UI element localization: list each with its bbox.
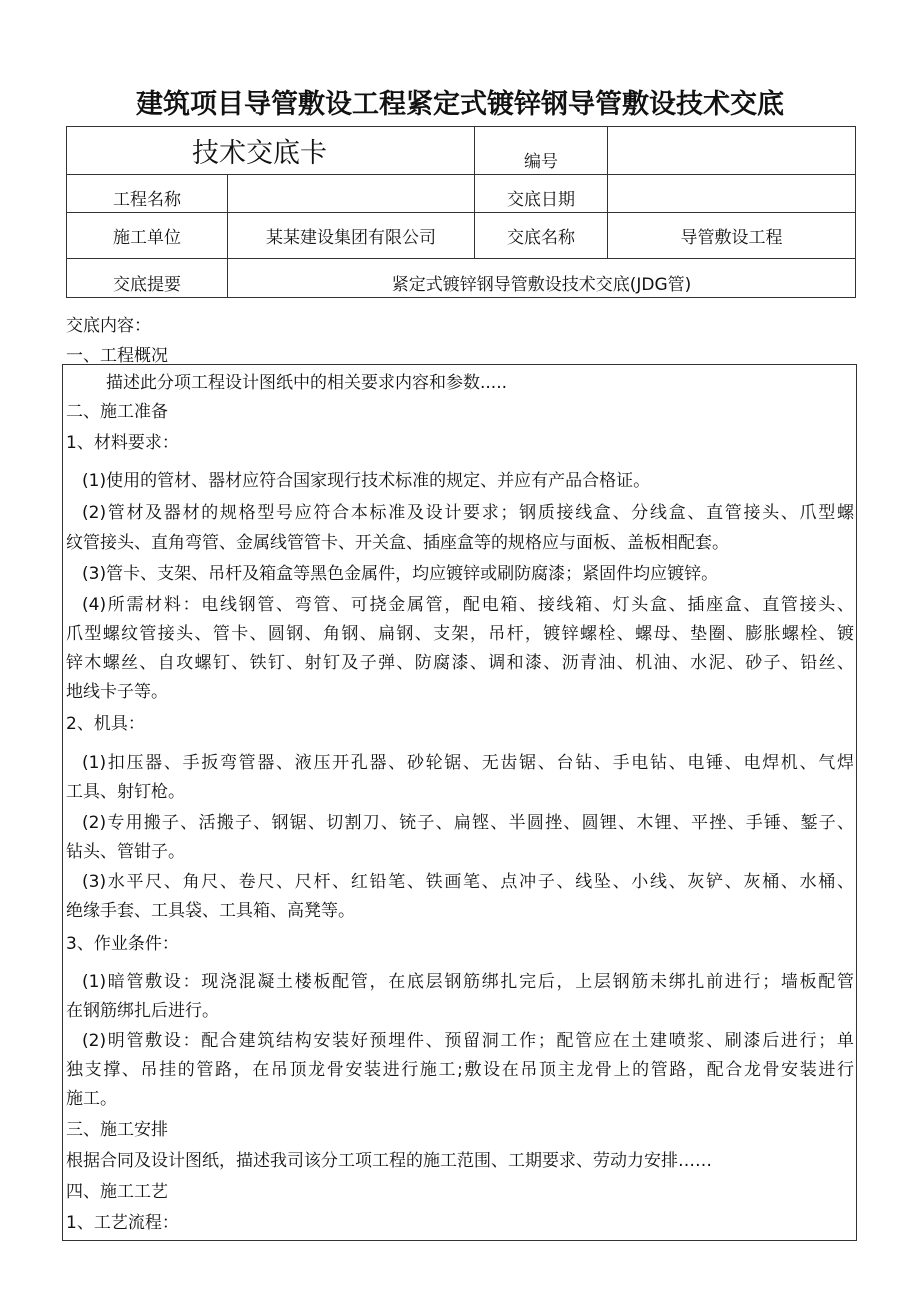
content-label: 交底内容： — [66, 316, 151, 336]
tools-item-2-line-2: 钻头、管钳子。 — [66, 842, 185, 862]
materials-item-4-line-3: 锌木螺丝、自攻螺钉、铁钉、射钉及子弹、防腐漆、调和漆、沥青油、机油、水泥、砂子、铅丝、 — [66, 653, 854, 673]
conditions-item-2-line-1: (2)明管敷设：配合建筑结构安装好预埋件、预留洞工作；配管应在土建喷浆、刷漆后进行；单 — [82, 1031, 854, 1051]
section-process-heading: 四、施工工艺 — [66, 1182, 168, 1202]
materials-item-2-line-2: 纹管接头、直角弯管、金属线管管卡、开关盒、插座盒等的规格应与面板、盖板相配套。 — [66, 533, 729, 553]
date-label: 交底日期 — [475, 175, 608, 213]
contractor-value[interactable]: 某某建设集团有限公司 — [228, 213, 475, 259]
date-value[interactable] — [608, 175, 856, 213]
materials-item-4-line-1: (4)所需材料：电线钢管、弯管、可挠金属管，配电箱、接线箱、灯头盒、插座盒、直管接头、 — [82, 595, 854, 615]
number-value[interactable] — [608, 127, 856, 175]
project-name-label: 工程名称 — [67, 175, 228, 213]
contractor-label: 施工单位 — [67, 213, 228, 259]
conditions-item-2-line-3: 施工。 — [66, 1089, 117, 1109]
disclosure-name-value[interactable]: 导管敷设工程 — [608, 213, 856, 259]
tools-item-1-line-1: (1)扣压器、手扳弯管器、液压开孔器、砂轮锯、无齿锯、台钻、手电钻、电锤、电焊机、气焊 — [82, 753, 854, 773]
materials-item-2-line-1: (2)管材及器材的规格型号应符合本标准及设计要求；钢质接线盒、分线盒、直管接头、爪型螺 — [82, 503, 854, 523]
card-title: 技术交底卡 — [67, 127, 475, 175]
section-preparation-heading: 二、施工准备 — [66, 402, 168, 422]
conditions-item-1-line-2: 在钢筋绑扎后进行。 — [66, 1001, 219, 1021]
summary-value[interactable]: 紧定式镀锌钢导管敷设技术交底(JDG管) — [228, 259, 856, 298]
document-title: 建筑项目导管敷设工程紧定式镀锌钢导管敷设技术交底 — [136, 89, 784, 120]
tools-item-3-line-1: (3)水平尺、角尺、卷尺、尺杆、红铅笔、铁画笔、点冲子、线坠、小线、灰铲、灰桶、水桶、 — [82, 872, 854, 892]
conditions-item-1-line-1: (1)暗管敷设：现浇混凝土楼板配管，在底层钢筋绑扎完后，上层钢筋未绑扎前进行；墙板配管 — [82, 972, 854, 992]
disclosure-header-table — [66, 126, 856, 298]
section-overview-heading: 一、工程概况 — [66, 346, 168, 366]
conditions-item-2-line-2: 独支撑、吊挂的管路，在吊顶龙骨安装进行施工;敷设在吊顶主龙骨上的管路，配合龙骨安装进行 — [66, 1060, 854, 1080]
overview-text: 描述此分项工程设计图纸中的相关要求内容和参数..... — [106, 373, 508, 393]
tools-item-1-line-2: 工具、射钉枪。 — [66, 782, 185, 802]
materials-item-3: (3)管卡、支架、吊杆及箱盒等黑色金属件，均应镀锌或刷防腐漆；紧固件均应镀锌。 — [82, 564, 719, 584]
section-arrangement-heading: 三、施工安排 — [66, 1120, 168, 1140]
project-name-value[interactable] — [228, 175, 475, 213]
materials-heading: 1、材料要求： — [66, 433, 179, 453]
arrangement-text: 根据合同及设计图纸，描述我司该分工项工程的施工范围、工期要求、劳动力安排…… — [66, 1151, 712, 1171]
process-flow-heading: 1、工艺流程： — [66, 1213, 179, 1233]
tools-heading: 2、机具： — [66, 714, 145, 734]
work-conditions-heading: 3、作业条件： — [66, 934, 179, 954]
tools-item-2-line-1: (2)专用搬子、活搬子、钢锯、切割刀、铳子、扁铿、半圆挫、圆锂、木锂、平挫、手锤、錾子、 — [82, 813, 854, 833]
materials-item-4-line-2: 爪型螺纹管接头、管卡、圆钢、角钢、扁钢、支架，吊杆，镀锌螺栓、螺母、垫圈、膨胀螺栓、镀 — [66, 624, 854, 644]
materials-item-1: (1)使用的管材、器材应符合国家现行技术标准的规定、并应有产品合格证。 — [82, 471, 651, 491]
number-label: 编号 — [475, 127, 608, 175]
tools-item-3-line-2: 绝缘手套、工具袋、工具箱、高凳等。 — [66, 901, 355, 921]
summary-label: 交底提要 — [67, 259, 228, 298]
disclosure-name-label: 交底名称 — [475, 213, 608, 259]
materials-item-4-line-4: 地线卡子等。 — [66, 682, 168, 702]
